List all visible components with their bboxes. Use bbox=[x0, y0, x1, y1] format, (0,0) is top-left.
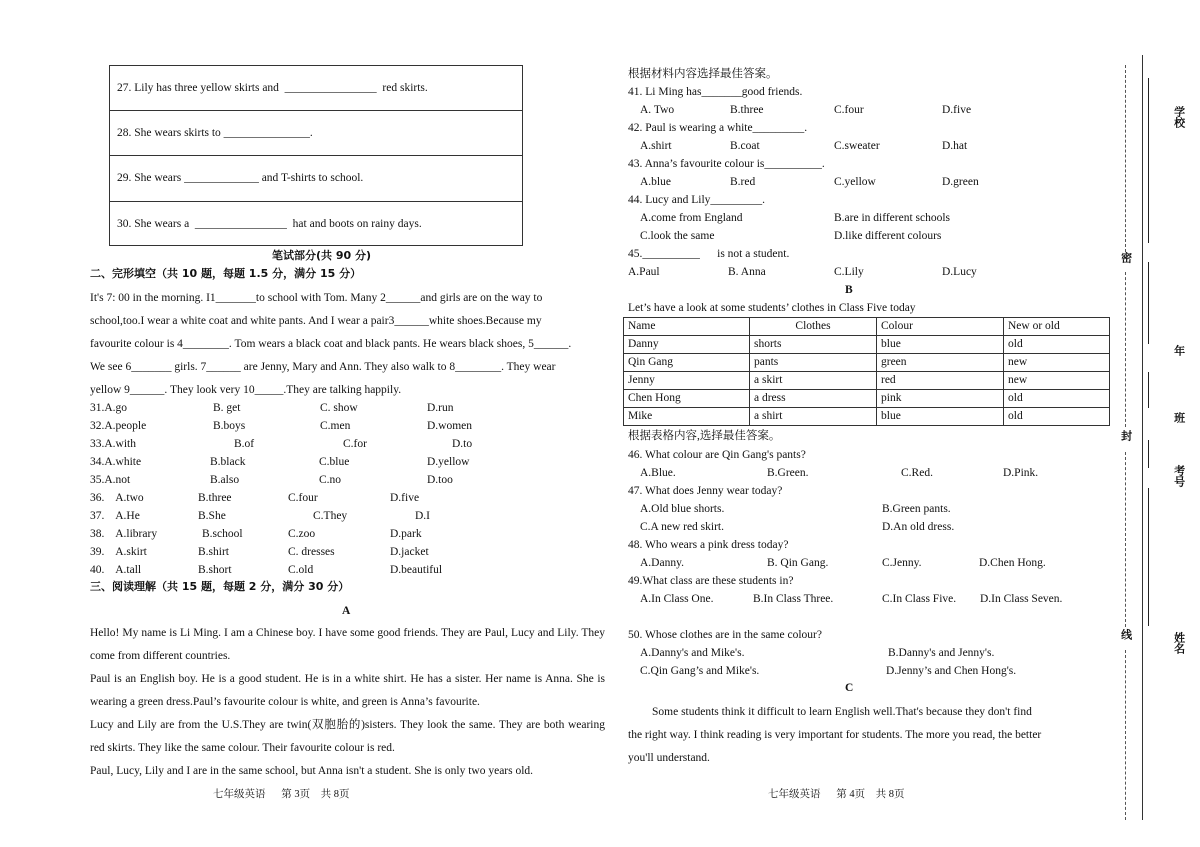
question-option: D.Pink. bbox=[1003, 467, 1039, 479]
cloze-option: 34.A.white bbox=[90, 456, 142, 468]
table-cell: Chen Hong bbox=[624, 390, 750, 408]
passage-c-line: the right way. I think reading is very important for students. The more you read, the better bbox=[628, 729, 1042, 741]
question-option: A.Danny. bbox=[640, 557, 684, 569]
cut-mark: 线 bbox=[1119, 629, 1133, 640]
table-cell: a skirt bbox=[750, 372, 877, 390]
question-text: 44. Lucy and Lily_________. bbox=[628, 194, 766, 206]
question-option: D.An old dress. bbox=[882, 521, 955, 533]
cloze-option: 38. A.library bbox=[90, 528, 158, 540]
table-cell: Jenny bbox=[624, 372, 750, 390]
cut-line bbox=[1125, 452, 1126, 627]
question-option: D.Chen Hong. bbox=[979, 557, 1046, 569]
cloze-option: C.for bbox=[343, 438, 367, 450]
cloze-option: D.I bbox=[415, 510, 431, 522]
cloze-option: B.of bbox=[234, 438, 255, 450]
cloze-option: 40. A.tall bbox=[90, 564, 142, 576]
question-option: D.Jenny’s and Chen Hong's. bbox=[886, 665, 1017, 677]
passage-b-label: B bbox=[845, 284, 853, 296]
cloze-option: 32.A.people bbox=[90, 420, 147, 432]
fill-row bbox=[110, 202, 522, 247]
question-text: 49.What class are these students in? bbox=[628, 575, 794, 587]
table-cell: Qin Gang bbox=[624, 354, 750, 372]
question-option: A. Two bbox=[640, 104, 675, 116]
cloze-option: B.She bbox=[198, 510, 226, 522]
cloze-option: C.men bbox=[320, 420, 351, 432]
table-cell: Mike bbox=[624, 408, 750, 426]
cloze-option: C. show bbox=[320, 402, 358, 414]
question-option: D.like different colours bbox=[834, 230, 942, 242]
question-text: 48. Who wears a pink dress today? bbox=[628, 539, 789, 551]
cut-line bbox=[1125, 65, 1126, 252]
question-option: C.In Class Five. bbox=[882, 593, 957, 605]
cloze-option: 33.A.with bbox=[90, 438, 136, 450]
table-header: Clothes bbox=[750, 318, 877, 336]
question-option: B.coat bbox=[730, 140, 760, 152]
question-option: A.blue bbox=[640, 176, 671, 188]
question-option: C.Qin Gang’s and Mike's. bbox=[640, 665, 760, 677]
write-line bbox=[1148, 440, 1149, 468]
cut-mark: 封 bbox=[1119, 430, 1133, 441]
written-section-header: 笔试部分(共 90 分) bbox=[272, 249, 372, 262]
question-option: C.Red. bbox=[901, 467, 933, 479]
cloze-option: 37. A.He bbox=[90, 510, 140, 522]
passage-b-intro: Let’s have a look at some students’ clothes in Class Five today bbox=[628, 302, 916, 314]
question-text: 50. Whose clothes are in the same colour? bbox=[628, 629, 822, 641]
instruction-b: 根据表格内容,选择最佳答案。 bbox=[628, 430, 781, 442]
question-option: C.yellow bbox=[834, 176, 876, 188]
cloze-option: B.boys bbox=[213, 420, 246, 432]
table-cell: shorts bbox=[750, 336, 877, 354]
cloze-option: C.no bbox=[319, 474, 342, 486]
binding-border bbox=[1142, 55, 1143, 820]
passage-c-label: C bbox=[845, 682, 854, 694]
cloze-option: B.three bbox=[198, 492, 232, 504]
cloze-option: C.four bbox=[288, 492, 318, 504]
cloze-option: 31.A.go bbox=[90, 402, 128, 414]
cloze-option: 36. A.two bbox=[90, 492, 144, 504]
cloze-line: favourite colour is 4________. Tom wears a black coat and black pants. He wears black shoes, 5______. bbox=[90, 338, 572, 350]
question-option: D.five bbox=[942, 104, 972, 116]
label-class: 班 bbox=[1172, 412, 1186, 423]
table-cell: blue bbox=[877, 408, 1004, 426]
passage-a-paragraph: Hello! My name is Li Ming. I am a Chinese boy. I have some good friends. They are Paul, Lucy and Lily. They come from different countries. bbox=[90, 627, 605, 662]
cloze-option: D.to bbox=[452, 438, 473, 450]
table-cell: old bbox=[1004, 336, 1110, 354]
instruction-a: 根据材料内容选择最佳答案。 bbox=[628, 68, 778, 80]
question-option: A.In Class One. bbox=[640, 593, 714, 605]
page-footer-right: 七年级英语 第 4页 共 8页 bbox=[768, 789, 905, 800]
question-option: D.hat bbox=[942, 140, 968, 152]
fill-row-text: 29. She wears _____________ and T-shirts to school. bbox=[117, 172, 364, 184]
cut-line bbox=[1125, 650, 1126, 820]
fill-row bbox=[110, 156, 522, 202]
cloze-option: D.women bbox=[427, 420, 473, 432]
table-cell: old bbox=[1004, 408, 1110, 426]
question-option: B.are in different schools bbox=[834, 212, 951, 224]
cloze-option: D.five bbox=[390, 492, 420, 504]
label-grade: 年 bbox=[1172, 345, 1186, 356]
fill-row-text: 28. She wears skirts to _______________. bbox=[117, 127, 313, 139]
section3-title: 三、阅读理解（共 15 题，每题 2 分，满分 30 分） bbox=[90, 580, 350, 593]
question-option: B.red bbox=[730, 176, 756, 188]
table-cell: a dress bbox=[750, 390, 877, 408]
label-school: 学校 bbox=[1172, 106, 1186, 128]
cloze-option: B.school bbox=[202, 528, 243, 540]
page-footer-left: 七年级英语 第 3页 共 8页 bbox=[213, 789, 350, 800]
fill-row-text: 30. She wears a ________________ hat and boots on rainy days. bbox=[117, 218, 422, 230]
label-name: 姓名 bbox=[1172, 632, 1186, 654]
question-text: 42. Paul is wearing a white_________. bbox=[628, 122, 808, 134]
table-cell: old bbox=[1004, 390, 1110, 408]
cut-line bbox=[1125, 272, 1126, 427]
question-option: C.Jenny. bbox=[882, 557, 922, 569]
question-text: 45.__________ is not a student. bbox=[628, 248, 790, 260]
write-line bbox=[1148, 488, 1149, 626]
table-cell: green bbox=[877, 354, 1004, 372]
table-header: Colour bbox=[877, 318, 1004, 336]
table-row bbox=[624, 372, 1110, 390]
table-header-row bbox=[624, 318, 1110, 336]
label-exam-number: 考号 bbox=[1172, 465, 1186, 487]
table-cell: pink bbox=[877, 390, 1004, 408]
cloze-line: It's 7: 00 in the morning. I1_______to school with Tom. Many 2______and girls are on the way to bbox=[90, 292, 543, 304]
question-option: D.green bbox=[942, 176, 979, 188]
cloze-option: D.jacket bbox=[390, 546, 429, 558]
passage-a-paragraph: Paul, Lucy, Lily and I are in the same school, but Anna isn't a student. She is only two years old. bbox=[90, 765, 534, 777]
question-option: C.four bbox=[834, 104, 864, 116]
question-text: 46. What colour are Qin Gang's pants? bbox=[628, 449, 806, 461]
question-option: A.Danny's and Mike's. bbox=[640, 647, 745, 659]
table-cell: new bbox=[1004, 354, 1110, 372]
question-option: C.A new red skirt. bbox=[640, 521, 725, 533]
cloze-option: D.park bbox=[390, 528, 422, 540]
table-row bbox=[624, 354, 1110, 372]
section2-title: 二、完形填空（共 10 题，每题 1.5 分，满分 15 分） bbox=[90, 267, 362, 280]
passage-a-label: A bbox=[342, 605, 351, 617]
question-option: B.three bbox=[730, 104, 764, 116]
cloze-option: 39. A.skirt bbox=[90, 546, 147, 558]
table-cell: pants bbox=[750, 354, 877, 372]
cloze-line: school,too.I wear a white coat and white pants. And I wear a pair3______white shoes.Because my bbox=[90, 315, 542, 327]
question-option: B. Qin Gang. bbox=[767, 557, 829, 569]
fill-row bbox=[110, 111, 522, 156]
cloze-option: B.shirt bbox=[198, 546, 229, 558]
question-option: C.look the same bbox=[640, 230, 715, 242]
cloze-option: B.also bbox=[210, 474, 240, 486]
fill-row-text: 27. Lily has three yellow skirts and ________________ red skirts. bbox=[117, 82, 428, 94]
question-text: 41. Li Ming has_______good friends. bbox=[628, 86, 803, 98]
question-option: A.Paul bbox=[628, 266, 660, 278]
table-cell: new bbox=[1004, 372, 1110, 390]
cloze-option: B. get bbox=[213, 402, 241, 414]
question-text: 43. Anna’s favourite colour is__________. bbox=[628, 158, 825, 170]
cloze-line: yellow 9______. They look very 10_____.They are talking happily. bbox=[90, 384, 402, 396]
table-body bbox=[624, 336, 1110, 426]
question-option: B.In Class Three. bbox=[753, 593, 834, 605]
question-option: B.Green. bbox=[767, 467, 809, 479]
table-cell: red bbox=[877, 372, 1004, 390]
cloze-option: D.run bbox=[427, 402, 454, 414]
table-cell: a shirt bbox=[750, 408, 877, 426]
question-option: C.Lily bbox=[834, 266, 864, 278]
table-row bbox=[624, 336, 1110, 354]
cloze-option: C.old bbox=[288, 564, 314, 576]
question-option: A.Old blue shorts. bbox=[640, 503, 725, 515]
table-row bbox=[624, 390, 1110, 408]
write-line bbox=[1148, 78, 1149, 243]
question-option: C.sweater bbox=[834, 140, 880, 152]
write-line bbox=[1148, 372, 1149, 408]
question-option: D.Lucy bbox=[942, 266, 977, 278]
write-line bbox=[1148, 262, 1149, 344]
cloze-option: C.zoo bbox=[288, 528, 316, 540]
question-text: 47. What does Jenny wear today? bbox=[628, 485, 783, 497]
cloze-option: B.short bbox=[198, 564, 232, 576]
cloze-option: D.beautiful bbox=[390, 564, 443, 576]
cloze-option: D.too bbox=[427, 474, 453, 486]
question-option: B.Danny's and Jenny's. bbox=[888, 647, 995, 659]
table-cell: blue bbox=[877, 336, 1004, 354]
table-cell: Danny bbox=[624, 336, 750, 354]
cloze-option: C. dresses bbox=[288, 546, 335, 558]
question-option: B. Anna bbox=[728, 266, 766, 278]
question-option: A.come from England bbox=[640, 212, 743, 224]
table-row bbox=[624, 408, 1110, 426]
clothes-table bbox=[623, 317, 1110, 426]
cut-mark: 密 bbox=[1119, 252, 1133, 263]
question-option: D.In Class Seven. bbox=[980, 593, 1063, 605]
passage-c-line: Some students think it difficult to learn English well.That's because they don't find bbox=[652, 706, 1032, 718]
fill-row bbox=[110, 66, 522, 111]
passage-a-paragraph: Paul is an English boy. He is a good student. He is in a white shirt. He has a sister. Her name is Anna. She is wearing a green dress.Paul’s favourite colour is white, and green is Anna’s favourite. bbox=[90, 673, 605, 708]
question-option: A.shirt bbox=[640, 140, 672, 152]
table-header: Name bbox=[624, 318, 750, 336]
question-option: A.Blue. bbox=[640, 467, 676, 479]
question-option: B.Green pants. bbox=[882, 503, 951, 515]
cloze-option: C.They bbox=[313, 510, 348, 522]
cloze-option: 35.A.not bbox=[90, 474, 131, 486]
fill-in-table bbox=[109, 65, 523, 246]
cloze-option: B.black bbox=[210, 456, 246, 468]
cloze-option: C.blue bbox=[319, 456, 350, 468]
cloze-option: D.yellow bbox=[427, 456, 470, 468]
passage-c-line: you'll understand. bbox=[628, 752, 710, 764]
cloze-line: We see 6_______ girls. 7______ are Jenny, Mary and Ann. They also walk to 8________. They wear bbox=[90, 361, 556, 373]
table-header: New or old bbox=[1004, 318, 1110, 336]
passage-a-paragraph: Lucy and Lily are from the U.S.They are twin(双胞胎的)sisters. They look the same. They are both wearing red skirts. They like the same colour. Their favourite colour is red. bbox=[90, 719, 605, 754]
